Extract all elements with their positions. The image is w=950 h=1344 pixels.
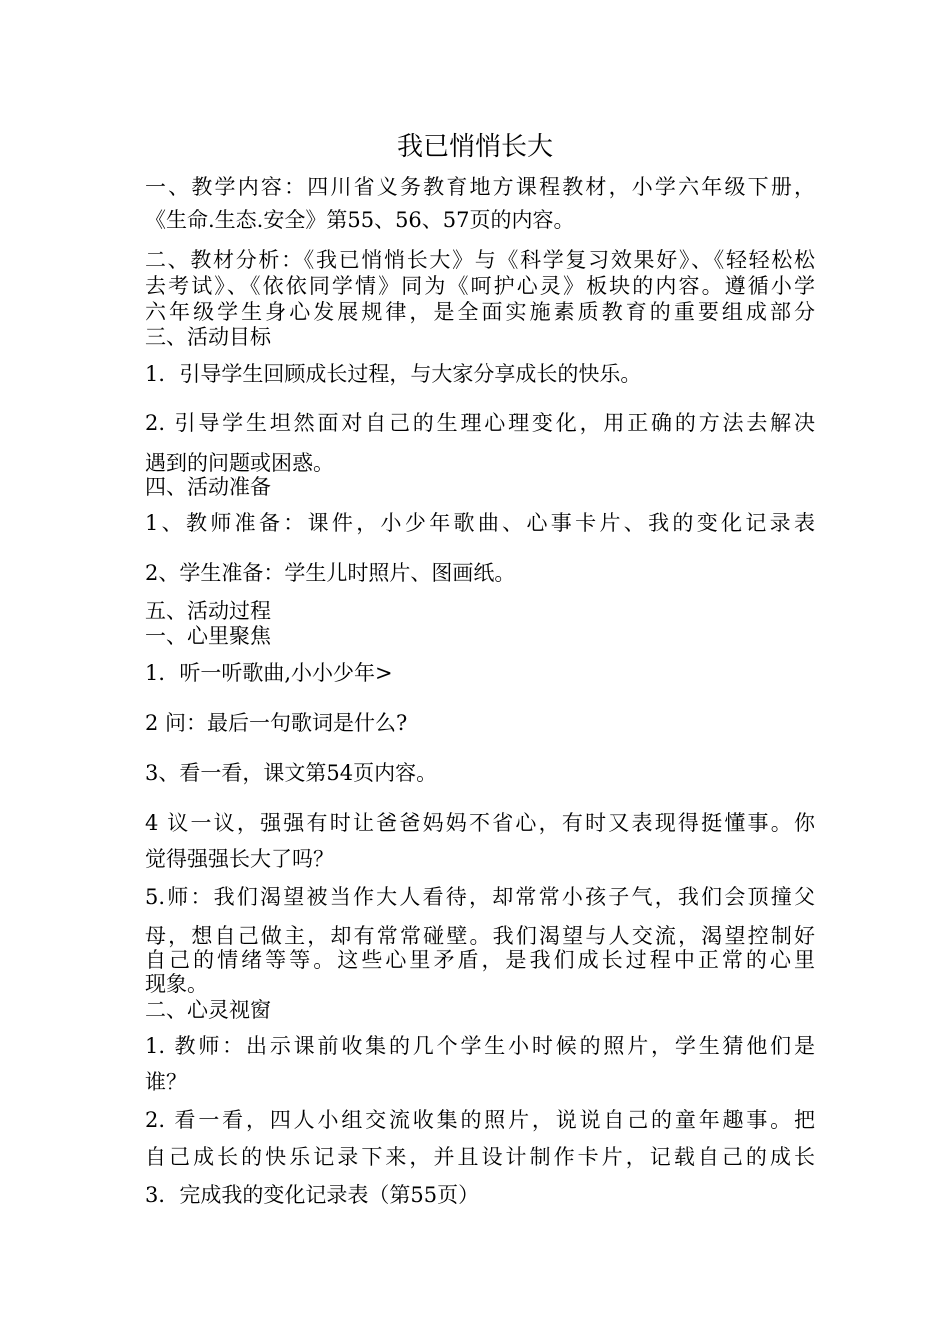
text-line: 2 问：最后一句歌词是什么?	[145, 711, 408, 735]
text-line: 1．引导学生回顾成长过程，与大家分享成长的快乐。	[145, 362, 642, 386]
text-line: 3、看一看，课文第54页内容。	[145, 761, 438, 785]
text-line: 一、教学内容：四川省义务教育地方课程教材，小学六年级下册，	[145, 175, 815, 199]
text-line: 2、学生准备：学生儿时照片、图画纸。	[145, 561, 516, 585]
text-line: 二、教材分析：《我已悄悄长大》与《科学复习效果好》、《轻轻松松	[145, 248, 815, 272]
text-line: 现象。	[145, 972, 208, 996]
section-heading: 三、活动目标	[145, 325, 271, 349]
text-line: 觉得强强长大了吗？	[145, 847, 334, 871]
section-heading: 一、心里聚焦	[145, 624, 271, 648]
text-line: 5.师：我们渴望被当作大人看待，却常常小孩子气，我们会顶撞父	[145, 885, 815, 909]
text-line: 2. 引导学生坦然面对自己的生理心理变化，用正确的方法去解决	[145, 411, 815, 435]
text-line: 谁？	[145, 1070, 187, 1094]
text-line: 自己的情绪等等。这些心里矛盾，是我们成长过程中正常的心里	[145, 948, 815, 972]
section-heading: 五、活动过程	[145, 599, 271, 623]
text-line: 1. 教师：出示课前收集的几个学生小时候的照片，学生猜他们是	[145, 1034, 815, 1058]
text-line: 3．完成我的变化记录表（第55页）	[145, 1183, 480, 1207]
text-line: 4 议一议，强强有时让爸爸妈妈不省心，有时又表现得挺懂事。你	[145, 811, 815, 835]
text-line: 1．听一听歌曲,小小少年>	[145, 661, 393, 685]
text-line: 1、教师准备：课件，小少年歌曲、心事卡片、我的变化记录表	[145, 511, 815, 535]
text-line: 六年级学生身心发展规律，是全面实施素质教育的重要组成部分	[145, 300, 815, 324]
section-heading: 四、活动准备	[145, 475, 271, 499]
text-line: 遇到的问题或困惑。	[145, 451, 334, 475]
document-title: 我已悄悄长大	[396, 132, 553, 162]
section-heading: 二、心灵视窗	[145, 998, 271, 1022]
text-line: 2. 看一看，四人小组交流收集的照片，说说自己的童年趣事。把	[145, 1108, 815, 1132]
text-line: 去考试》、《依依同学情》同为《呵护心灵》板块的内容。遵循小学	[145, 274, 815, 298]
text-line: 《生命.生态.安全》第55、56、57页的内容。	[145, 208, 575, 232]
text-line: 自己成长的快乐记录下来，并且设计制作卡片，记载自己的成长	[145, 1145, 815, 1169]
text-line: 母，想自己做主，却有常常碰壁。我们渴望与人交流，渴望控制好	[145, 924, 815, 948]
